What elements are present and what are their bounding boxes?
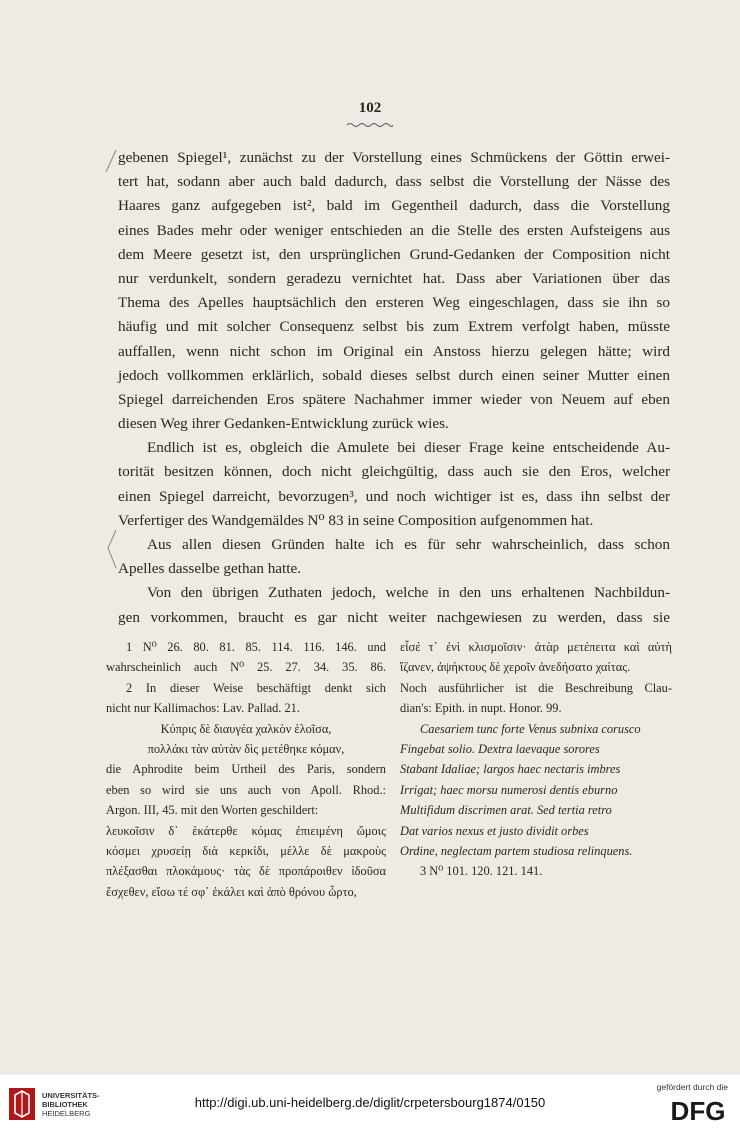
text-line: Verfertiger des Wandgemäldes N⁰ 83 in seine Composition aufgenommen hat. bbox=[118, 511, 594, 529]
text-line: Apelles dasselbe gethan hatte. bbox=[118, 560, 302, 578]
footnote-line: Multifidum discrimen arat. Sed tertia retro bbox=[400, 803, 612, 818]
text-line: Spiegel darreichenden Eros spätere Nachahmer immer wieder von Neuem auf eben bbox=[118, 390, 670, 408]
main-text bbox=[118, 146, 670, 630]
footnote-line: ἵζανεν, ἀψήκτους δὲ χεροῖν ἀνεδήσατο χαίτας. bbox=[400, 660, 631, 675]
footnote-line: Stabant Idaliae; largos haec nectaris imbres bbox=[400, 762, 621, 777]
text-line: Von den übrigen Zuthaten jedoch, welche in den uns erhaltenen Nachbildun- bbox=[147, 584, 670, 602]
pencil-mark-icon bbox=[100, 148, 120, 176]
footnotes-left-column bbox=[106, 637, 386, 902]
footer-bar bbox=[0, 1075, 740, 1133]
dfg-logo-text: DFG bbox=[670, 1096, 726, 1125]
footnote-line: 1 N⁰ 26. 80. 81. 85. 114. 116. 146. und bbox=[126, 640, 386, 654]
text-line: auffallen, wenn nicht schon im Original ein Anstoss hierzu gelegen hätte; wird bbox=[118, 342, 670, 360]
text-line: diesen Weg ihrer Gedanken-Entwicklung zurück wies. bbox=[118, 415, 449, 433]
footnote-line: πλέξασθαι πλοκάμους· τὰς δὲ προπάροιθεν ἰδοῦσα bbox=[106, 864, 386, 879]
footnote-line: Ordine, neglectam partem studiosa relinquens. bbox=[400, 843, 633, 858]
footnote-line: Dat varios nexus et justo dividit orbes bbox=[400, 823, 589, 838]
text-line: jedoch vollkommen erklärlich, sobald dieses selbst durch einen seiner Mutter einen bbox=[118, 366, 670, 384]
footnote-line: Irrigat; haec morsu numerosi dentis eburno bbox=[400, 782, 618, 797]
text-line: nur verdunkelt, sondern geradezu vernichtet hat. Dass aber Variationen über das bbox=[118, 269, 670, 287]
footnote-line: λευκοῖσιν δ᾽ ἑκάτερθε κόμας ἐπιειμένη ὤμοις bbox=[106, 823, 386, 838]
footnote-line: die Aphrodite beim Urtheil des Paris, sondern bbox=[106, 762, 386, 777]
footnote-line: ἔσχεθεν, εἴσω τέ σφ᾽ ἐκάλει καὶ ἀπὸ θρόνου ὦρτο, bbox=[106, 884, 357, 899]
footnote-line: wahrscheinlich auch N⁰ 25. 27. 34. 35. 86. bbox=[106, 660, 386, 675]
library-name: UNIVERSITÄTS- BIBLIOTHEK HEIDELBERG bbox=[42, 1091, 100, 1118]
text-line: Thema des Apelles hauptsächlich den ersteren Weg eingeschlagen, dass sie ihn so bbox=[118, 294, 670, 312]
page-number: 102 bbox=[358, 100, 382, 116]
text-line: Endlich ist es, obgleich die Amulete bei dieser Frage keine entscheidende Au- bbox=[147, 439, 670, 457]
footnote-line: nicht nur Kallimachos: Lav. Pallad. 21. bbox=[106, 701, 300, 716]
text-line: torität besitzen können, doch nicht gleichgültig, dass auch sie den Eros, welcher bbox=[118, 463, 670, 481]
flourish-ornament bbox=[345, 121, 395, 129]
text-line: tert hat, sodann aber auch bald dadurch, dass selbst die Vorstellung der Nässe des bbox=[118, 173, 670, 191]
text-line: dem Meere gesetzt ist, den ursprünglichen Grund-Gedanken der Composition nicht bbox=[118, 245, 670, 263]
text-line: Haares ganz aufgegeben ist², bald im Gegentheil dadurch, dass die Vorstellung bbox=[118, 197, 670, 215]
footnote-line: Κύπρις δὲ διαυγέα χαλκὸν ἑλοῖσα, bbox=[160, 721, 332, 736]
footnote-line: Fingebat solio. Dextra laevaque sorores bbox=[400, 741, 600, 756]
footnote-line: Argon. III, 45. mit den Worten geschildert: bbox=[106, 803, 319, 818]
footnote-line: 3 N⁰ 101. 120. 121. 141. bbox=[420, 864, 543, 879]
text-line: gen vorkommen, braucht es gar nicht weiter nachgewiesen zu werden, dass sie bbox=[118, 608, 670, 626]
footnote-line: Caesariem tunc forte Venus subnixa corusco bbox=[420, 721, 641, 736]
footnote-line: κόσμει χρυσείῃ διὰ κερκίδι, μέλλε δὲ μακροὺς bbox=[106, 843, 386, 858]
footnotes-right-column bbox=[400, 637, 672, 882]
text-line: häufig und mit solcher Consequenz selbst bis zum Extrem verfolgt haben, müsste bbox=[118, 318, 670, 336]
funded-by-label: gefördert durch die bbox=[656, 1082, 728, 1092]
text-line: eines Bades mehr oder weniger entschieden an die Stelle des ersten Aufsteigens aus bbox=[118, 221, 670, 239]
text-line: gebenen Spiegel¹, zunächst zu der Vorstellung eines Schmückens der Göttin erwei- bbox=[118, 149, 670, 166]
footnote-line: eben so wird sie uns auch von Apoll. Rhod.: bbox=[106, 782, 386, 797]
dfg-logo bbox=[668, 1095, 728, 1125]
footnote-line: εἷσέ τ᾽ ἐνὶ κλισμοῖσιν· ἀτὰρ μετέπειτα καὶ αὐτὴ bbox=[400, 640, 672, 654]
footnote-line: πολλάκι τὰν αὐτὰν δὶς μετέθηκε κόμαν, bbox=[147, 741, 345, 756]
text-line: Aus allen diesen Gründen halte ich es für sehr wahrscheinlich, dass schon bbox=[147, 536, 670, 553]
footnote-line: 2 In dieser Weise beschäftigt denkt sich bbox=[126, 680, 386, 695]
source-url-link[interactable]: http://digi.ub.uni-heidelberg.de/diglit/crpetersbourg1874/0150 bbox=[194, 1095, 546, 1110]
footnote-line: dian's: Epith. in nupt. Honor. 99. bbox=[400, 701, 562, 716]
text-line: einen Spiegel darreicht, bevorzugen³, und noch wichtiger ist es, dass ihn selbst der bbox=[118, 487, 670, 505]
footnote-line: Noch ausführlicher ist die Beschreibung Clau- bbox=[400, 680, 672, 695]
